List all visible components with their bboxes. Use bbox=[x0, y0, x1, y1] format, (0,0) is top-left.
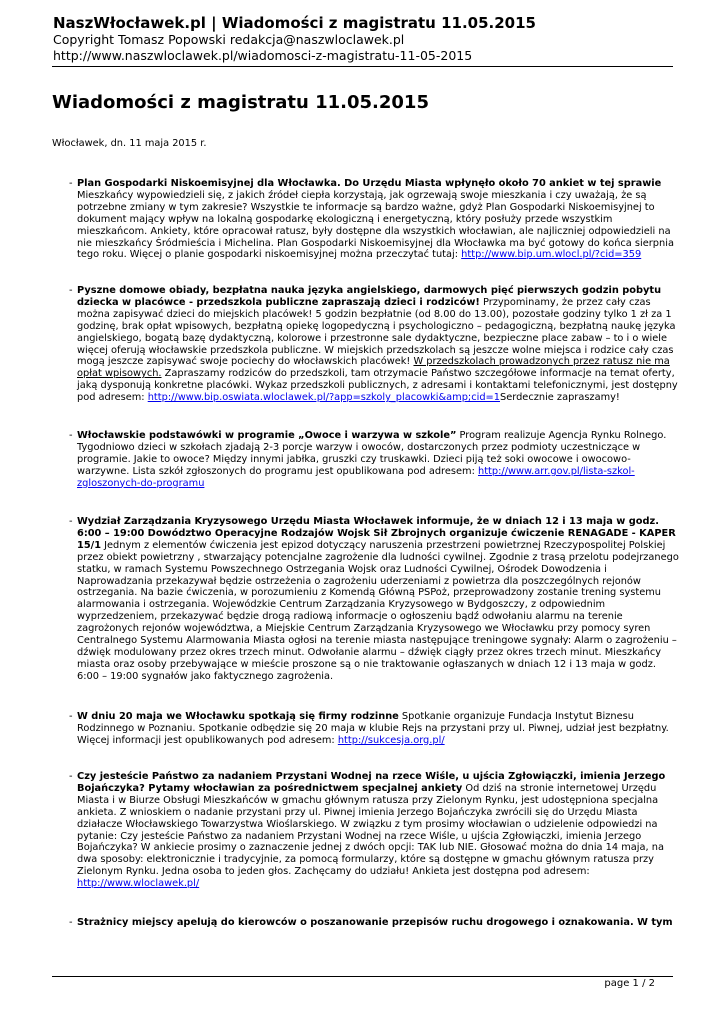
item-headline: Strażnicy miejscy apelują do kierowców o poszanowanie przepisów ruchu drogowego i oznakowania. W tym bbox=[77, 917, 673, 928]
document-header bbox=[53, 14, 673, 64]
footer-divider bbox=[52, 976, 673, 977]
item-text: Przypominamy, że przez cały czas można zapisywać dzieci do miejskich placówek! 5 godzin bezpłatnie (od 8.00 do 13.00), pozostałe godziny tylko 1 zł za 1 godzinę, brak opłat wpisowych, bezpłatną opiekę logopedyczną i psychologiczno – pedagogiczną, bezpłatną naukę języka angielskiego, bogatą bazę dydaktyczną, kolorowe i przestronne sale dydaktyczne, bezpieczne place zabaw – to i o wiele więcej oferują włocławskie przedszkola publiczne. W miejskich przedszkolach są jeszcze wolne miejsca i rodzice cały czas mogą jeszcze zapisywać swoje pociechy do włocławskich placówek! bbox=[77, 296, 676, 368]
item-headline: Plan Gospodarki Niskoemisyjnej dla Włocławka. Do Urzędu Miasta wpłynęło około 70 ankiet w tej sprawie bbox=[77, 178, 662, 189]
news-item bbox=[69, 771, 679, 890]
item-text: Mieszkańcy wypowiedzieli się, z jakich źródeł ciepła korzystają, jak ogrzewają swoje mieszkania i czy uważają, że są potrzebne zmiany w tym zakresie? Wszystkie te informacje są bardzo ważne, gdyż Plan Gospodarki Niskoemisyjnej to dokument mający wpływ na lokalną gospodarkę ekologiczną i energetyczną, który posłuży przede wszystkim mieszkańcom. Ankiety, które opracował ratusz, były dostępne dla wszystkich włocławian, ale najliczniej odpowiedzieli na nie mieszkańcy Śródmieścia i Michelina. Plan Gospodarki Niskoemisyjnej dla Włocławka ma być gotowy do końca sierpnia tego roku. Więcej o planie gospodarki niskoemisyjnej można przeczytać tutaj: bbox=[77, 189, 674, 261]
bullet: - bbox=[69, 178, 73, 189]
header-copyright: Copyright Tomasz Popowski redakcja@naszwloclawek.pl bbox=[53, 32, 405, 47]
page-title: Wiadomości z magistratu 11.05.2015 bbox=[52, 92, 429, 113]
item-headline: W dniu 20 maja we Włocławku spotkają się firmy rodzinne bbox=[77, 711, 399, 722]
item-underlined-text: W przedszkolach prowadzonych przez ratusz nie ma opłat wpisowych. bbox=[77, 356, 670, 380]
news-item bbox=[69, 516, 679, 683]
item-text: Spotkanie organizuje Fundacja Instytut Biznesu Rodzinnego w Poznaniu. Spotkanie odbędzie się 20 maja w klubie Rejs na przystani przy ul. Piwnej, udział jest bezpłatny. Więcej informacji jest opublikowanych pod adresem: bbox=[77, 711, 669, 746]
header-divider bbox=[52, 66, 673, 67]
news-item bbox=[69, 285, 679, 404]
item-link[interactable]: http://www.wloclawek.pl/ bbox=[77, 878, 200, 890]
news-item bbox=[69, 178, 679, 261]
item-headline: Pyszne domowe obiady, bezpłatna nauka języka angielskiego, darmowych pięć pierwszych godzin pobytu dziecka w placówce - przedszkola publiczne zapraszają dzieci i rodziców! bbox=[77, 285, 662, 308]
bullet: - bbox=[69, 430, 73, 441]
header-url: http://www.naszwloclawek.pl/wiadomosci-z-magistratu-11-05-2015 bbox=[53, 48, 473, 63]
item-headline: Wydział Zarządzania Kryzysowego Urzędu Miasta Włocławek informuje, że w dniach 12 i 13 maja w godz. 6:00 – 19:00 Dowództwo Operacyjne Rodzajów Wojsk Sił Zbrojnych organizuje ćwiczenie RENAGADE - KAPER 15/1 bbox=[77, 516, 676, 551]
header-title: NaszWłocławek.pl | Wiadomości z magistratu 11.05.2015 bbox=[53, 14, 536, 32]
bullet: - bbox=[69, 771, 73, 782]
news-item bbox=[69, 711, 679, 747]
item-text: Od dziś na stronie internetowej Urzędu Miasta i w Biurze Obsługi Mieszkańców w gmachu głównym ratusza przy Zielonym Rynku, jest udostępniona specjalna ankieta. Z wnioskiem o nadanie przystani przy ul. Piwnej imienia Jerzego Bojańczyka zwrócili się do Urzędu Miasta działacze Włocławskiego Towarzystwa Wioślarskiego. W związku z tym prosimy włocławian o udzielenie odpowiedzi na pytanie: Czy jesteście Państwo za nadaniem Przystani Wodnej na rzece Wiśle, u ujścia Zgłowiączki, imienia Jerzego Bojańczyka? W ankiecie prosimy o zaznaczenie jednej z dwóch opcji: TAK lub NIE. Głosować można do dnia 14 maja, na dwa sposoby: elektronicznie i tradycyjnie, za pomocą formularzy, które są dostępne w gmachu głównym ratusza przy Zielonym Rynku. Jedna osoba to jeden głos. Zachęcamy do udziału! Ankieta jest dostępna pod adresem: bbox=[77, 782, 664, 878]
bullet: - bbox=[69, 917, 73, 928]
item-link[interactable]: http://www.arr.gov.pl/lista-szkol-zgloszonych-do-programu bbox=[77, 465, 635, 489]
item-link[interactable]: http://www.bip.oswiata.wloclawek.pl/?app=szkoly_placowki&amp;cid=1 bbox=[147, 392, 500, 404]
item-link[interactable]: http://sukcesja.org.pl/ bbox=[337, 734, 445, 746]
item-headline: Włocławskie podstawówki w programie „Owoce i warzywa w szkole” bbox=[77, 430, 457, 441]
bullet: - bbox=[69, 516, 73, 527]
news-item bbox=[69, 917, 679, 929]
item-text: Jednym z elementów ćwiczenia jest epizod dotyczący naruszenia przestrzeni powietrznej Rzeczypospolitej Polskiej przez obiekt powietrzny , stwarzający potencjalne zagrożenie dla ludności cywilnej. Zgodnie z trasą przelotu podejrzanego statku, w ramach Systemu Powszechnego Ostrzegania Wojsk oraz Ludności Cywilnej, Ośrodek Dowodzenia i Naprowadzania przekazywał będzie ostrzeżenia o zagrożeniu uderzeniami z powietrza dla poszczególnych rejonów ostrzegania. Na bazie ćwiczenia, w porozumieniu z Komendą Główną PSPoż, przeprowadzony zostanie trening systemu alarmowania i ostrzegania. Wojewódzkie Centrum Zarządzania Kryzysowego w Bydgoszczy, z odpowiednim wyprzedzeniem, przekazywać będzie drogą radiową informacje o ogłoszeniu bądź odwołaniu alarmu na terenie zagrożonych rejonów województwa, a Miejskie Centrum Zarządzania Kryzysowego we Włocławku przy pomocy syren Centralnego Systemu Alarmowania Miasta ogłosi na terenie miasta następujące treningowe sygnały: Alarm o zagrożeniu – dźwięk modulowany przez okres trzech minut. Odwołanie alarmu – dźwięk ciągły przez okres trzech minut. Mieszkańcy miasta oraz osoby przebywające w mieście proszone są o nie traktowanie ogłaszanych w dniach 12 i 13 maja w godz. 6:00 – 19:00 sygnałów jako faktycznego zagrożenia. bbox=[77, 539, 679, 682]
item-link[interactable]: http://www.bip.um.wlocl.pl/?cid=359 bbox=[461, 249, 642, 261]
date-line: Włocławek, dn. 11 maja 2015 r. bbox=[52, 138, 207, 149]
bullet: - bbox=[69, 285, 73, 296]
item-headline: Czy jesteście Państwo za nadaniem Przystani Wodnej na rzece Wiśle, u ujścia Zgłowiączki, imienia Jerzego Bojańczyka? Pytamy włocławian za pośrednictwem specjalnej ankiety bbox=[77, 771, 666, 794]
item-text: Program realizuje Agencja Rynku Rolnego. Tygodniowo dzieci w szkołach zjadają 2-3 porcje warzyw i owoców, dostarczonych przez podmioty uczestniczące w programie. Jakie to owoce? Między innymi jabłka, gruszki czy truskawki. Dzieci piją też soki owocowe i owocowo-warzywne. Lista szkół zgłoszonych do programu jest opublikowana pod adresem: bbox=[77, 430, 667, 477]
page-number: page 1 / 2 bbox=[604, 978, 655, 989]
news-item bbox=[69, 430, 679, 490]
bullet: - bbox=[69, 711, 73, 722]
item-text-continued: Zapraszamy rodziców do przedszkoli, tam otrzymacie Państwo szczegółowe informacje na temat oferty, jaką dysponują konkretne placówki. Wykaz przedszkoli publicznych, z adresami i kontaktami telefonicznymi, jest dostępny pod adresem: bbox=[77, 368, 678, 404]
item-closing-text: Serdecznie zapraszamy! bbox=[499, 392, 620, 404]
